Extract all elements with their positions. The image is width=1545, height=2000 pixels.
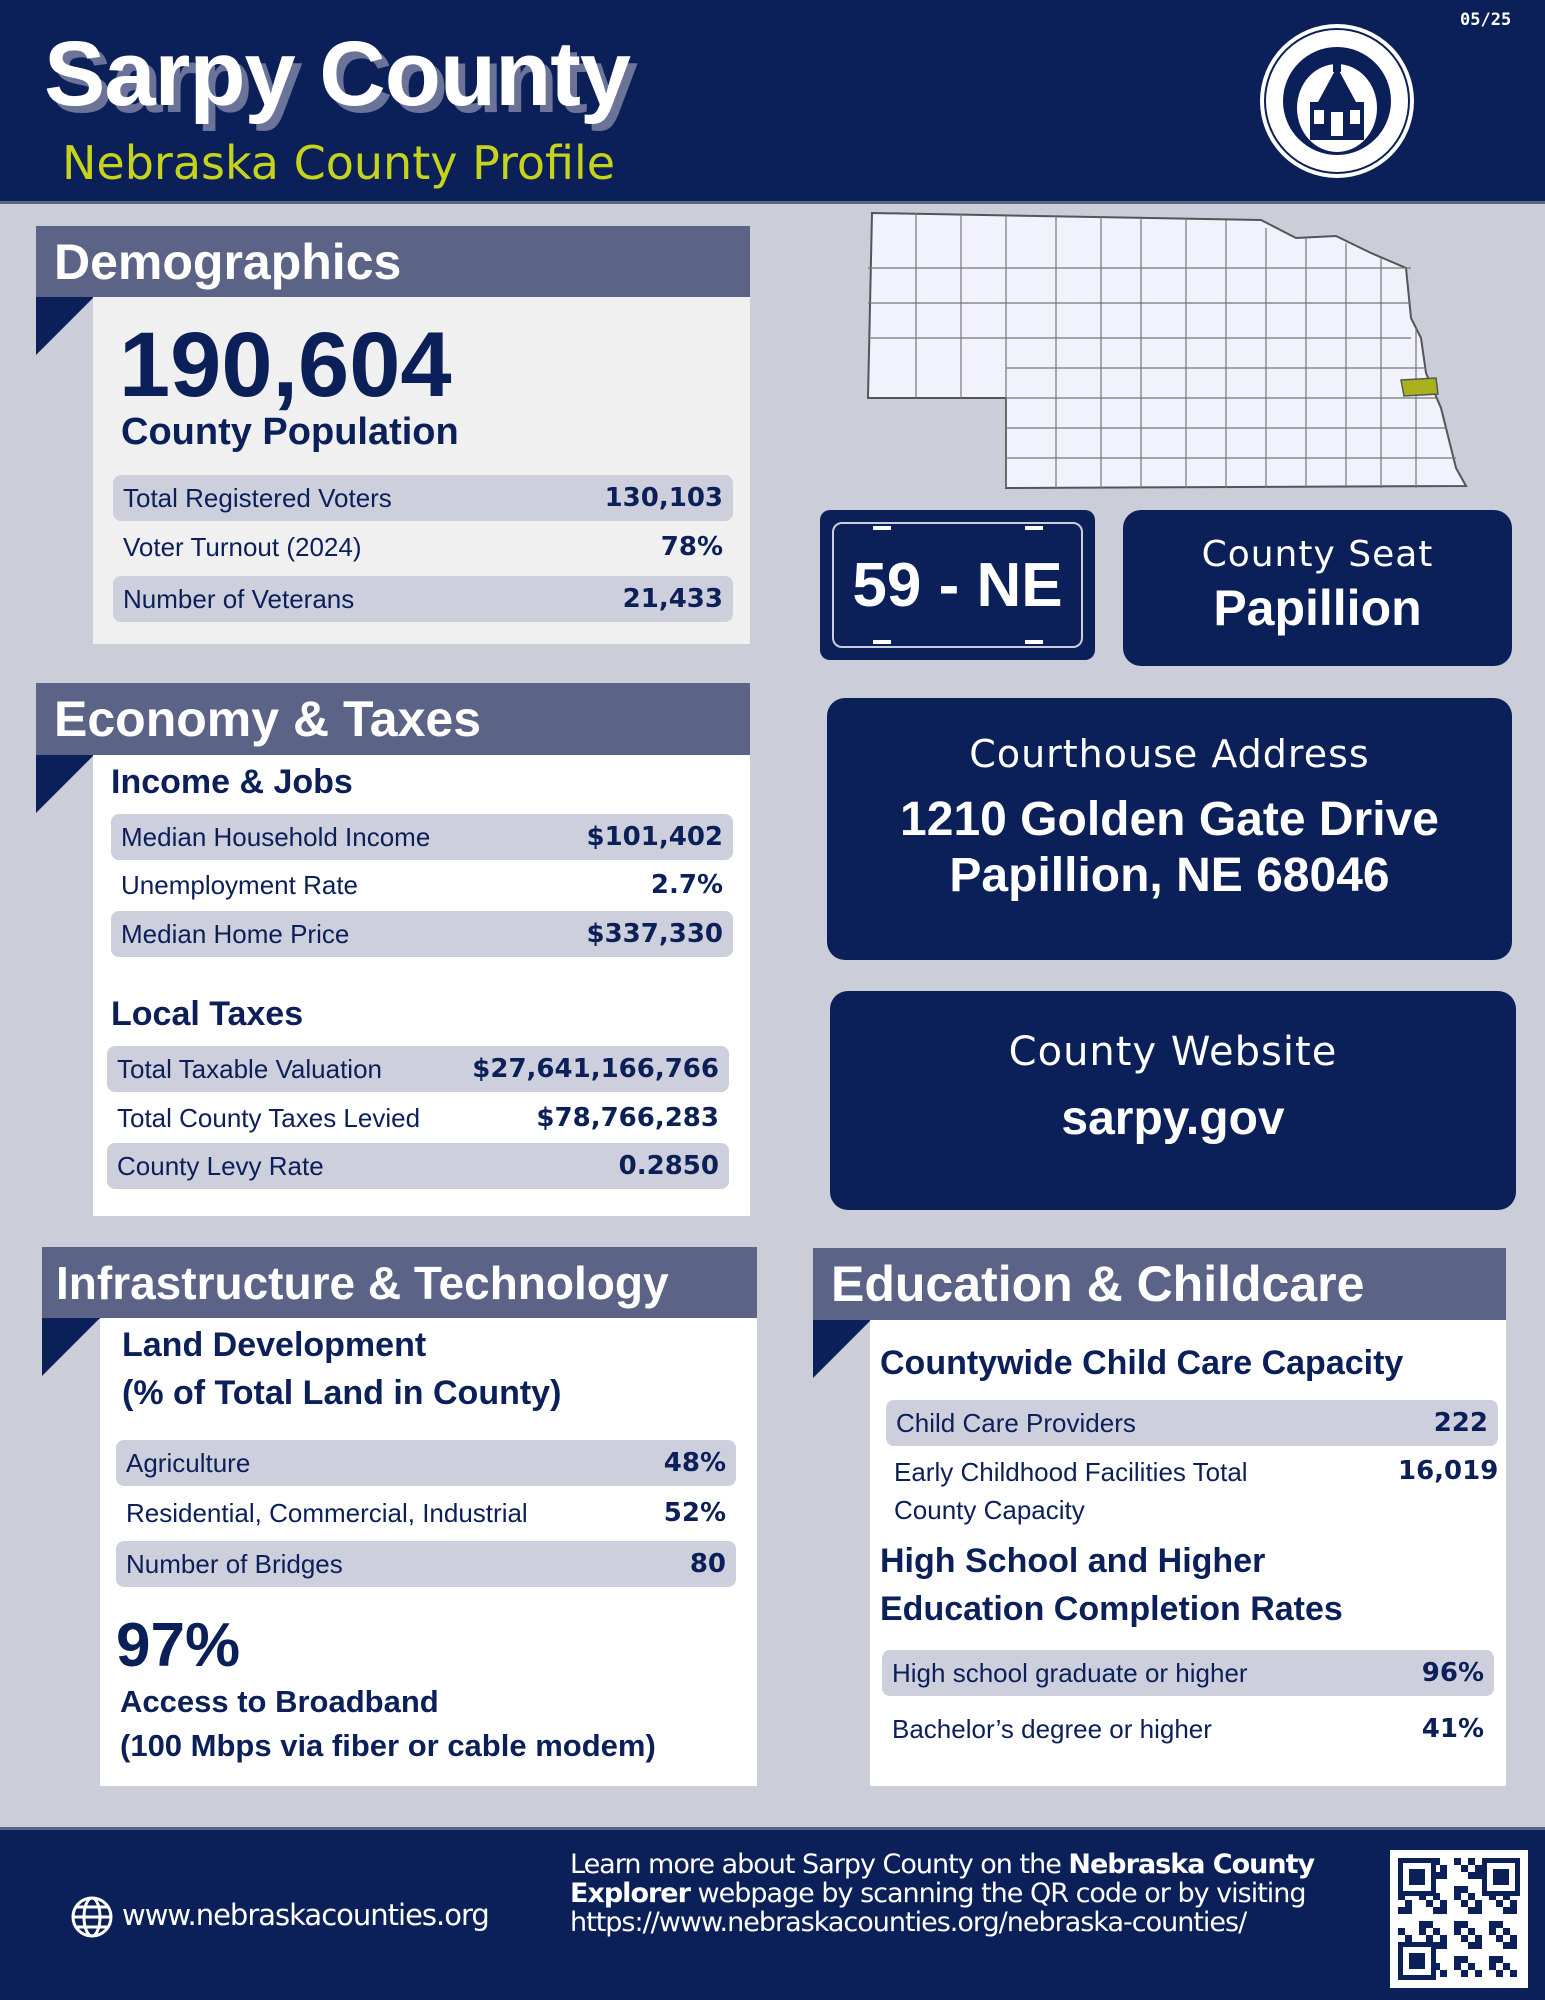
qr-module bbox=[1440, 1935, 1447, 1942]
population-label: County Population bbox=[121, 411, 459, 453]
sarpy-county-highlight bbox=[1401, 378, 1438, 396]
qr-module bbox=[1440, 1970, 1447, 1977]
list-item: Child Care Providers 222 bbox=[886, 1400, 1498, 1446]
qr-module bbox=[1454, 1886, 1461, 1893]
qr-module bbox=[1405, 1907, 1412, 1914]
courthouse-label: Courthouse Address bbox=[969, 732, 1370, 776]
qr-module bbox=[1510, 1907, 1517, 1914]
qr-module bbox=[1489, 1921, 1496, 1928]
tax-heading: Local Taxes bbox=[111, 995, 304, 1033]
qr-module bbox=[1433, 1928, 1440, 1935]
list-item: Unemployment Rate 2.7% bbox=[121, 869, 723, 900]
qr-module bbox=[1475, 1970, 1482, 1977]
date-label: 05/25 bbox=[1460, 10, 1512, 30]
qr-module bbox=[1510, 1942, 1517, 1949]
qr-module bbox=[1510, 1900, 1517, 1907]
qr-module bbox=[1496, 1935, 1503, 1942]
qr-module bbox=[1398, 1907, 1405, 1914]
website-label: County Website bbox=[1008, 1029, 1338, 1075]
land-subheading: (% of Total Land in County) bbox=[122, 1374, 562, 1412]
list-item: Total County Taxes Levied $78,766,283 bbox=[117, 1102, 719, 1133]
qr-module bbox=[1510, 1935, 1517, 1942]
qr-module bbox=[1496, 1970, 1503, 1977]
list-item: Median Home Price $337,330 bbox=[111, 911, 733, 957]
qr-module bbox=[1405, 1900, 1412, 1907]
qr-module bbox=[1426, 1921, 1433, 1928]
qr-module bbox=[1426, 1935, 1433, 1942]
qr-module bbox=[1419, 1928, 1426, 1935]
corner-triangle bbox=[36, 297, 94, 355]
qr-module bbox=[1433, 1907, 1440, 1914]
qr-module bbox=[1468, 1907, 1475, 1914]
qr-module bbox=[1454, 1921, 1461, 1928]
list-item: Median Household Income $101,402 bbox=[111, 814, 733, 860]
qr-module bbox=[1468, 1928, 1475, 1935]
corner-triangle bbox=[42, 1318, 100, 1376]
qr-module bbox=[1496, 1900, 1503, 1907]
county-seat-label: County Seat bbox=[1201, 534, 1434, 575]
courthouse-line1: 1210 Golden Gate Drive bbox=[900, 793, 1439, 846]
education-card bbox=[870, 1320, 1506, 1786]
qr-module bbox=[1461, 1900, 1468, 1907]
list-item: Residential, Commercial, Industrial 52% bbox=[126, 1497, 726, 1528]
list-item: Total Taxable Valuation $27,641,166,766 bbox=[107, 1046, 729, 1092]
list-item: County Levy Rate 0.2850 bbox=[107, 1143, 729, 1189]
association-logo bbox=[1258, 22, 1416, 180]
county-seat-value: Papillion bbox=[1213, 580, 1422, 636]
income-heading: Income & Jobs bbox=[111, 763, 353, 801]
footer bbox=[0, 1827, 1545, 2000]
qr-module bbox=[1461, 1970, 1468, 1977]
nebraska-map bbox=[866, 208, 1482, 492]
economy-heading: Economy & Taxes bbox=[36, 683, 750, 755]
qr-module bbox=[1454, 1963, 1461, 1970]
list-item: High school graduate or higher 96% bbox=[882, 1650, 1494, 1696]
qr-module bbox=[1419, 1921, 1426, 1928]
qr-module bbox=[1468, 1942, 1475, 1949]
qr-module bbox=[1454, 1928, 1461, 1935]
qr-module bbox=[1398, 1928, 1405, 1935]
qr-module bbox=[1409, 1953, 1425, 1969]
qr-module bbox=[1454, 1858, 1461, 1865]
qr-module bbox=[1489, 1956, 1496, 1963]
qr-module bbox=[1468, 1858, 1475, 1865]
broadband-note: (100 Mbps via fiber or cable modem) bbox=[120, 1728, 656, 1763]
qr-module bbox=[1440, 1872, 1447, 1879]
list-item: Number of Veterans 21,433 bbox=[113, 576, 733, 622]
completion-heading: High School and Higher bbox=[880, 1542, 1266, 1580]
qr-module bbox=[1475, 1900, 1482, 1907]
plate-number: 59 - NE bbox=[852, 551, 1063, 620]
courthouse-box bbox=[827, 698, 1512, 960]
qr-module bbox=[1489, 1928, 1496, 1935]
list-item: Number of Bridges 80 bbox=[116, 1541, 736, 1587]
broadband-label: Access to Broadband bbox=[120, 1684, 439, 1719]
qr-module bbox=[1503, 1928, 1510, 1935]
qr-module bbox=[1475, 1942, 1482, 1949]
qr-module bbox=[1496, 1956, 1503, 1963]
page-subtitle: Nebraska County Profile bbox=[62, 136, 616, 190]
qr-module bbox=[1440, 1907, 1447, 1914]
qr-module bbox=[1468, 1963, 1475, 1970]
qr-module bbox=[1475, 1865, 1482, 1872]
qr-module bbox=[1461, 1921, 1468, 1928]
qr-module bbox=[1405, 1935, 1412, 1942]
qr-module bbox=[1461, 1886, 1468, 1893]
qr-module bbox=[1503, 1907, 1510, 1914]
corner-triangle bbox=[813, 1320, 871, 1378]
qr-module bbox=[1461, 1935, 1468, 1942]
website-box bbox=[830, 991, 1516, 1210]
list-item: Total Registered Voters 130,103 bbox=[113, 475, 733, 521]
list-item: Bachelor’s degree or higher 41% bbox=[892, 1713, 1484, 1744]
qr-module bbox=[1475, 1935, 1482, 1942]
list-item: Voter Turnout (2024) 78% bbox=[123, 531, 723, 562]
qr-module bbox=[1496, 1921, 1503, 1928]
list-item-value: 16,019 bbox=[1398, 1456, 1499, 1486]
qr-module bbox=[1440, 1865, 1447, 1872]
demographics-card bbox=[93, 297, 750, 644]
population-value: 190,604 bbox=[119, 314, 452, 416]
education-heading: Education & Childcare bbox=[813, 1248, 1506, 1320]
qr-module bbox=[1468, 1872, 1475, 1879]
qr-module bbox=[1440, 1900, 1447, 1907]
broadband-value: 97% bbox=[116, 1611, 241, 1680]
qr-module bbox=[1475, 1907, 1482, 1914]
qr-module bbox=[1503, 1963, 1510, 1970]
qr-module bbox=[1489, 1963, 1496, 1970]
footer-website-link[interactable]: www.nebraskacounties.org bbox=[122, 1898, 489, 1932]
header bbox=[0, 0, 1545, 204]
license-plate bbox=[820, 510, 1095, 660]
corner-triangle bbox=[36, 755, 94, 813]
infrastructure-heading: Infrastructure & Technology bbox=[42, 1247, 757, 1319]
courthouse-line2: Papillion, NE 68046 bbox=[949, 849, 1390, 902]
economy-card bbox=[93, 755, 750, 1216]
completion-subheading: Education Completion Rates bbox=[880, 1590, 1343, 1628]
qr-module bbox=[1510, 1970, 1517, 1977]
footer-text: Learn more about Sarpy County on the Nebraska County Explorer webpage by scanning the QR code or by visiting https://www.nebraskacounties.org/nebraska-counties/ bbox=[570, 1849, 1315, 1938]
demographics-heading: Demographics bbox=[36, 226, 750, 298]
globe-icon bbox=[70, 1895, 114, 1939]
qr-code[interactable] bbox=[1390, 1850, 1528, 1988]
page-title: Sarpy County bbox=[44, 23, 631, 125]
qr-module bbox=[1454, 1956, 1461, 1963]
qr-module bbox=[1461, 1865, 1468, 1872]
qr-module bbox=[1493, 1869, 1509, 1885]
list-item: Agriculture 48% bbox=[116, 1440, 736, 1486]
qr-module bbox=[1409, 1869, 1425, 1885]
qr-module bbox=[1503, 1942, 1510, 1949]
qr-module bbox=[1426, 1900, 1433, 1907]
qr-module bbox=[1461, 1956, 1468, 1963]
website-link[interactable]: sarpy.gov bbox=[1061, 1092, 1285, 1145]
qr-module bbox=[1475, 1872, 1482, 1879]
list-item-label: Early Childhood Facilities Total County Capacity bbox=[894, 1457, 1248, 1525]
county-seat-box bbox=[1123, 510, 1512, 666]
qr-module bbox=[1468, 1893, 1475, 1900]
infrastructure-card bbox=[100, 1318, 757, 1786]
childcare-heading: Countywide Child Care Capacity bbox=[880, 1344, 1404, 1382]
land-heading: Land Development bbox=[122, 1326, 427, 1364]
qr-module bbox=[1440, 1942, 1447, 1949]
qr-module bbox=[1454, 1893, 1461, 1900]
